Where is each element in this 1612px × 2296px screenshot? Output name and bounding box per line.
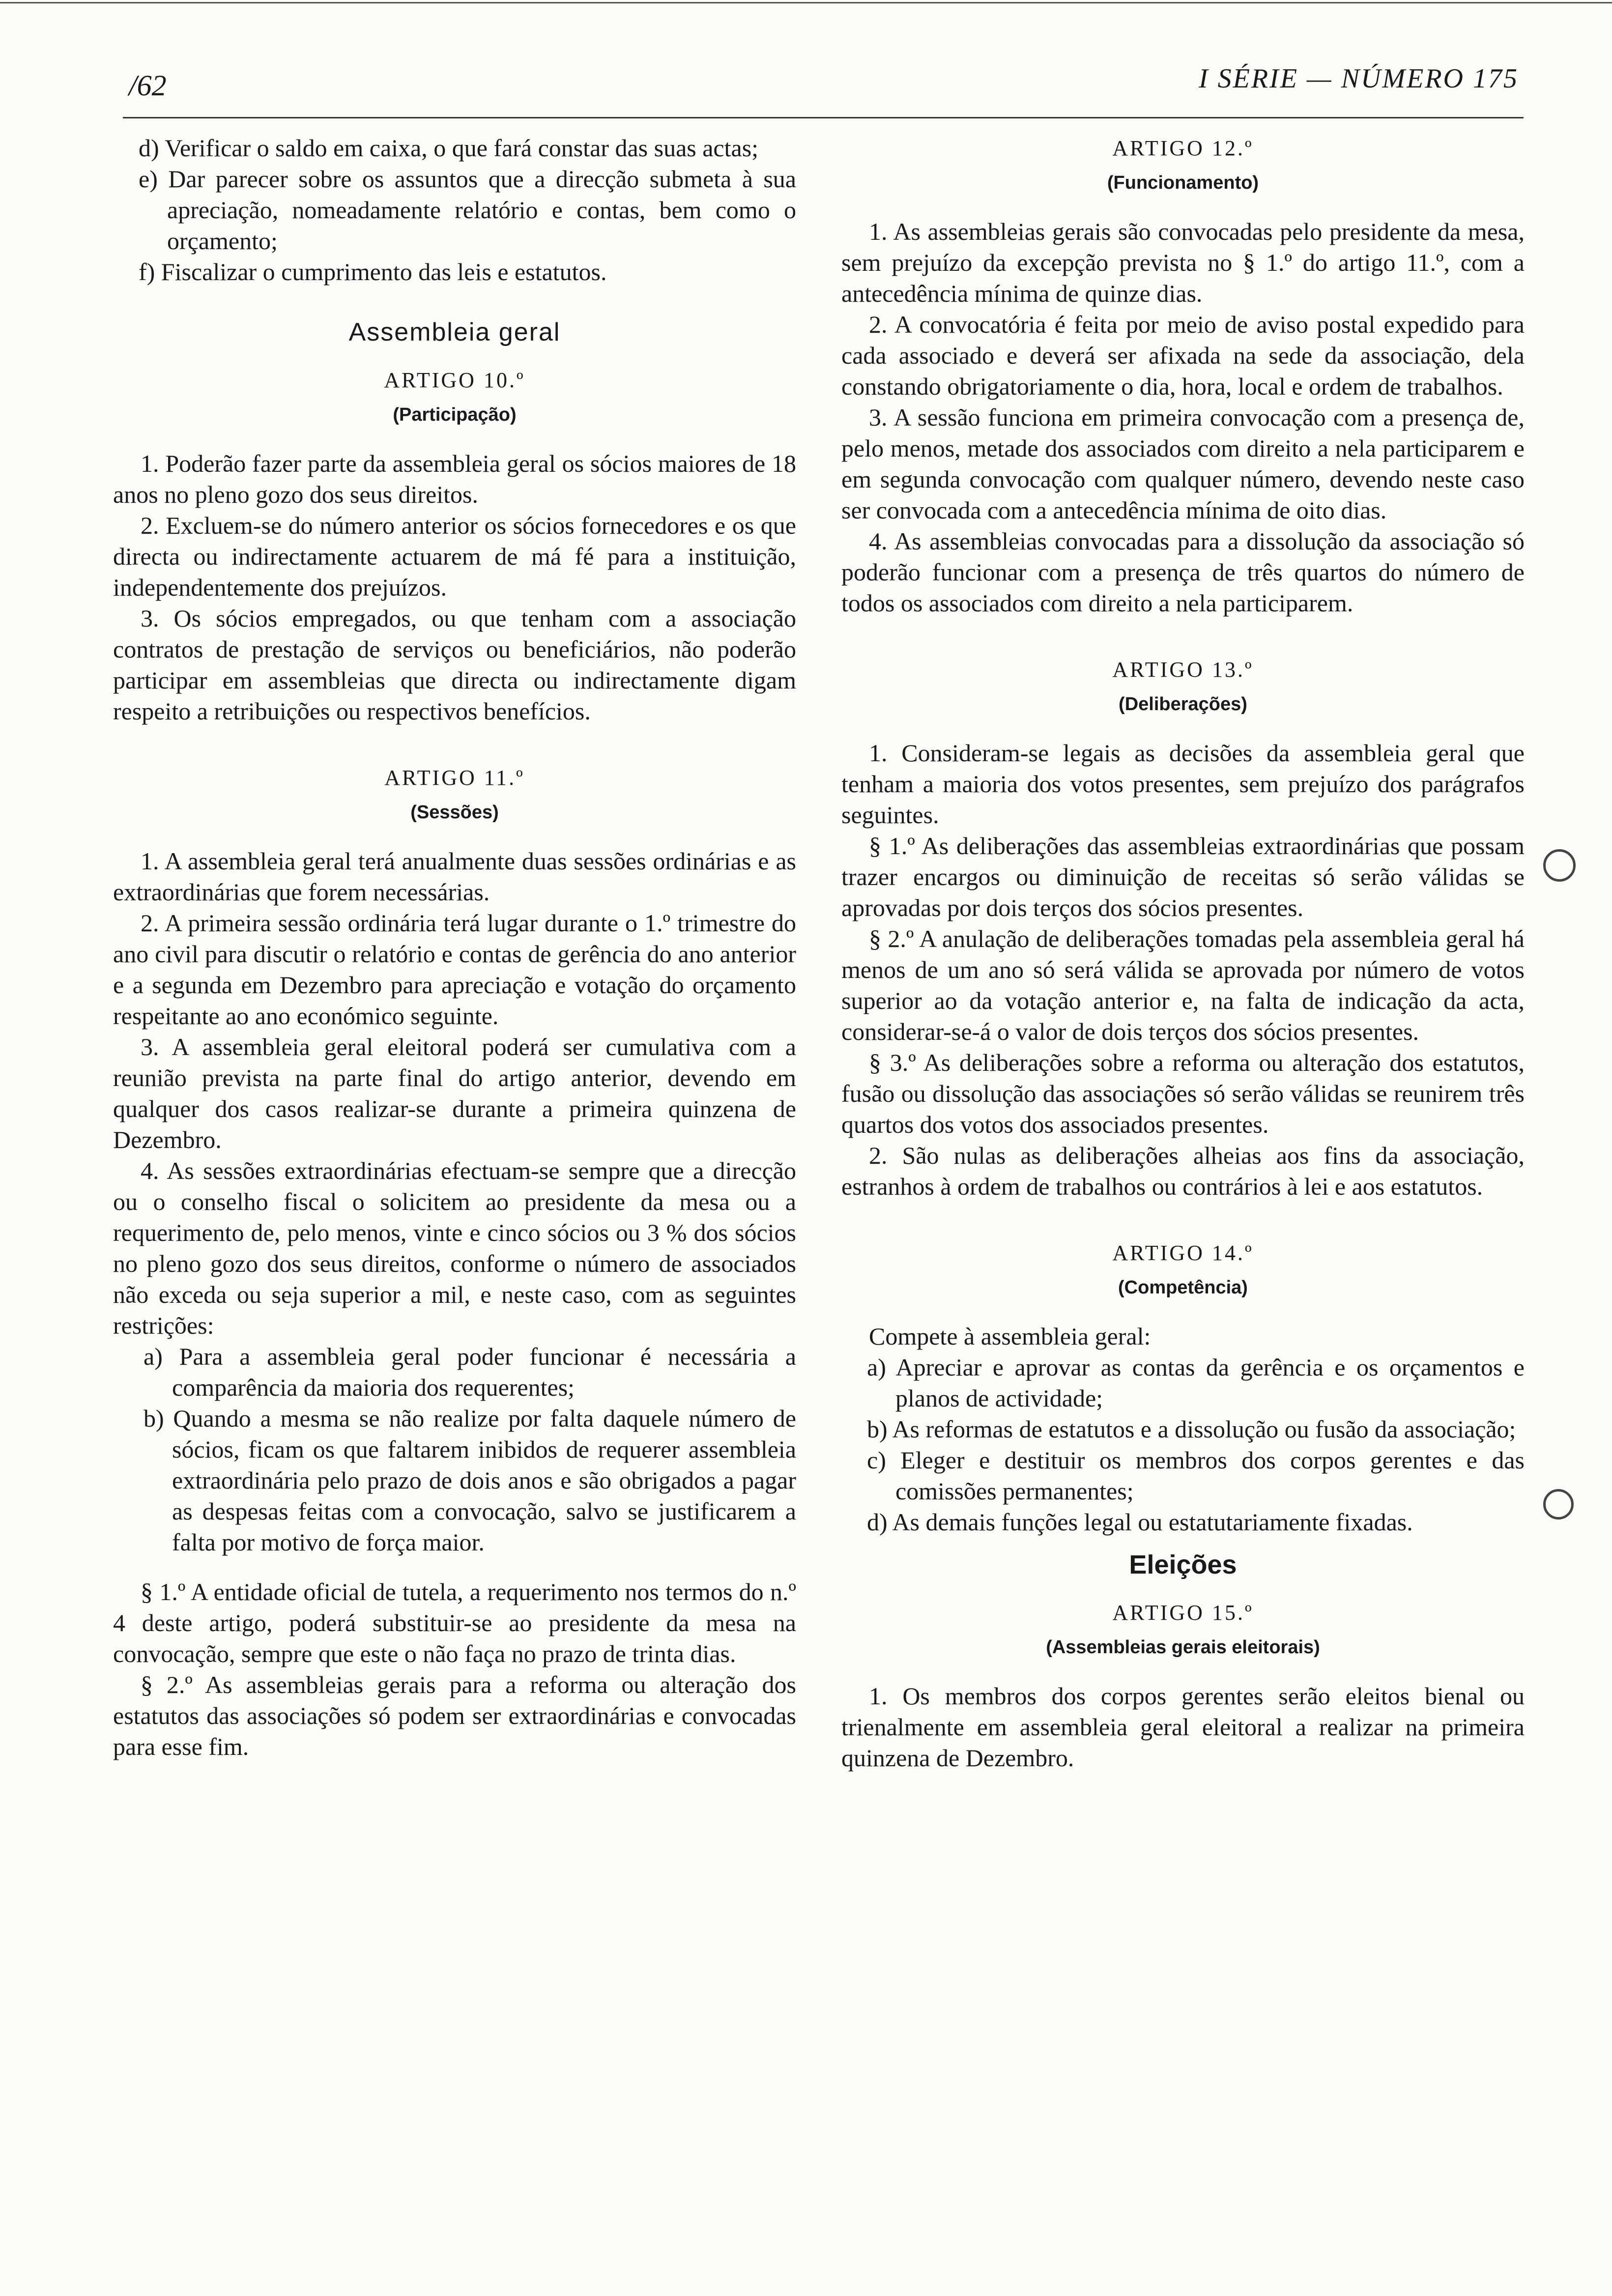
paragraph: 4. As assembleias convocadas para a dissolução da associação só poderão funcionar com a presença de três quartos do número de todos os associados com direito a nela participarem. <box>841 527 1525 617</box>
paragraph: 1. Os membros dos corpos gerentes serão eleitos bienal ou trienalmente em assembleia geral eleitoral a realizar na primeira quinzena de Dezembro. <box>841 1682 1525 1772</box>
paragraph-section-2: § 2.º A anulação de deliberações tomadas pela assembleia geral há menos de um ano só será válida se aprovada por número de votos superior ao da votação anterior e, na falta de indicação da acta, considerar-se-á o valor de dois terços dos sócios presentes. <box>841 925 1525 1045</box>
paragraph: 3. A sessão funciona em primeira convocação com a presença de, pelo menos, metade dos associados com direito a nela participarem e em segunda convocação com qualquer número, devendo neste caso ser convocada com a antecedência mínima de oito dias. <box>841 403 1525 524</box>
paragraph-section-1: § 1.º A entidade oficial de tutela, a requerimento nos termos do n.º 4 deste artigo, poderá substituir-se ao presidente da mesa na convocação, sempre que este o não faça no prazo de trinta dias. <box>113 1578 796 1667</box>
article-title: ARTIGO 14.º <box>1112 1241 1254 1265</box>
article-title: ARTIGO 11.º <box>384 766 525 790</box>
clause-c: c) Eleger e destituir os membros dos corpos gerentes e das comissões permanentes; <box>867 1446 1525 1505</box>
paragraph: 1. Consideram-se legais as decisões da assembleia geral que tenham a maioria dos votos presentes, sem prejuízo dos parágrafos seguintes. <box>841 739 1525 829</box>
clause-d: d) As demais funções legal ou estatutariamente fixadas. <box>867 1508 1413 1536</box>
paragraph: 4. As sessões extraordinárias efectuam-se sempre que a direcção ou o conselho fiscal o solicitem ao presidente da mesa ou a requerimento de, pelo menos, vinte e cinco sócios ou 3 % dos sócios no pleno gozo dos seus direitos, conforme o número de associados não exceda ou seja superior a mil, e neste caso, com as seguintes restrições: <box>113 1157 796 1339</box>
article-title: ARTIGO 15.º <box>1112 1601 1254 1625</box>
clause-f: f) Fiscalizar o cumprimento das leis e estatutos. <box>139 258 607 286</box>
article-subtitle: (Competência) <box>1118 1277 1248 1298</box>
article-subtitle: (Participação) <box>393 404 517 425</box>
paragraph: 2. A primeira sessão ordinária terá lugar durante o 1.º trimestre do ano civil para discutir o relatório e contas de gerência do ano anterior e a segunda em Dezembro para apreciação e votação do orçamento respeitante ao ano económico seguinte. <box>113 909 796 1030</box>
header-top-line <box>0 2 1612 3</box>
clause-a: a) Apreciar e aprovar as contas da gerência e os orçamentos e planos de actividade; <box>867 1353 1525 1412</box>
section-heading: Assembleia geral <box>348 318 561 346</box>
competence-lead: Compete à assembleia geral: <box>869 1322 1151 1350</box>
paragraph: 3. Os sócios empregados, ou que tenham com a associação contratos de prestação de serviços ou beneficiários, não poderão participar em assembleias que directa ou indirectamente digam respeito a retribuições ou respectivos benefícios. <box>113 604 796 725</box>
clause-e: e) Dar parecer sobre os assuntos que a direcção submeta à sua apreciação, nomeadamente relatório e contas, bem como o orçamento; <box>139 165 796 255</box>
clause-d: d) Verificar o saldo em caixa, o que fará constar das suas actas; <box>139 134 759 162</box>
right-column <box>841 133 1525 1774</box>
paragraph-section-2: § 2.º As assembleias gerais para a reforma ou alteração dos estatutos das associações só podem ser extraordinárias e convocadas para esse fim. <box>113 1671 796 1760</box>
paragraph: 2. Excluem-se do número anterior os sócios fornecedores e os que directa ou indirectamente actuarem de má fé para a instituição, independentemente dos prejuízos. <box>113 512 796 601</box>
paragraph: 2. São nulas as deliberações alheias aos fins da associação, estranhos à ordem de trabalhos ou contrários à lei e aos estatutos. <box>841 1142 1525 1200</box>
paragraph-section-1: § 1.º As deliberações das assembleias extraordinárias que possam trazer encargos ou diminuição de receitas só serão válidas se aprovadas por dois terços dos sócios presentes. <box>841 832 1525 921</box>
page-number: /62 <box>129 69 167 102</box>
paragraph: 1. As assembleias gerais são convocadas pelo presidente da mesa, sem prejuízo da excepção prevista no § 1.º do artigo 11.º, com a antecedência mínima de quinze dias. <box>841 218 1525 307</box>
article-title: ARTIGO 10.º <box>384 368 525 392</box>
paragraph: 1. Poderão fazer parte da assembleia geral os sócios maiores de 18 anos no pleno gozo dos seus direitos. <box>113 450 796 508</box>
article-subtitle: (Deliberações) <box>1119 694 1247 715</box>
clause-b: b) As reformas de estatutos e a dissolução ou fusão da associação; <box>867 1415 1516 1443</box>
article-subtitle: (Assembleias gerais eleitorais) <box>1046 1637 1320 1658</box>
left-column <box>113 133 796 1762</box>
paragraph: 2. A convocatória é feita por meio de aviso postal expedido para cada associado e deverá ser afixada na sede da associação, dela constando obrigatoriamente o dia, hora, local e ordem de trabalhos. <box>841 311 1525 400</box>
article-subtitle: (Sessões) <box>410 802 499 823</box>
article-title: ARTIGO 13.º <box>1112 658 1254 682</box>
paragraph: 1. A assembleia geral terá anualmente duas sessões ordinárias e as extraordinárias que forem necessárias. <box>113 847 796 906</box>
clause-b: b) Quando a mesma se não realize por falta daquele número de sócios, ficam os que faltarem inibidos de requerer assembleia extraordinária pelo prazo de dois anos e são obrigados a pagar as despesas feitas com a convocação, salvo se justificarem a falta por motivo de força maior. <box>144 1405 796 1556</box>
article-title: ARTIGO 12.º <box>1112 136 1254 160</box>
series-header: I SÉRIE — NÚMERO 175 <box>1198 63 1519 94</box>
section-heading: Eleições <box>1129 1550 1237 1579</box>
header-rule <box>123 117 1524 118</box>
paragraph: 3. A assembleia geral eleitoral poderá ser cumulativa com a reunião prevista na parte final do artigo anterior, devendo em qualquer dos casos realizar-se durante a primeira quinzena de Dezembro. <box>113 1033 796 1153</box>
paragraph-section-3: § 3.º As deliberações sobre a reforma ou alteração dos estatutos, fusão ou dissolução das associações só serão válidas se reunirem três quartos dos votos dos associados presentes. <box>841 1049 1525 1138</box>
circle-mark-icon <box>1543 849 1576 882</box>
clause-a: a) Para a assembleia geral poder funcionar é necessária a comparência da maioria dos requerentes; <box>144 1343 796 1401</box>
article-subtitle: (Funcionamento) <box>1107 172 1259 193</box>
circle-mark-icon <box>1543 1489 1574 1520</box>
